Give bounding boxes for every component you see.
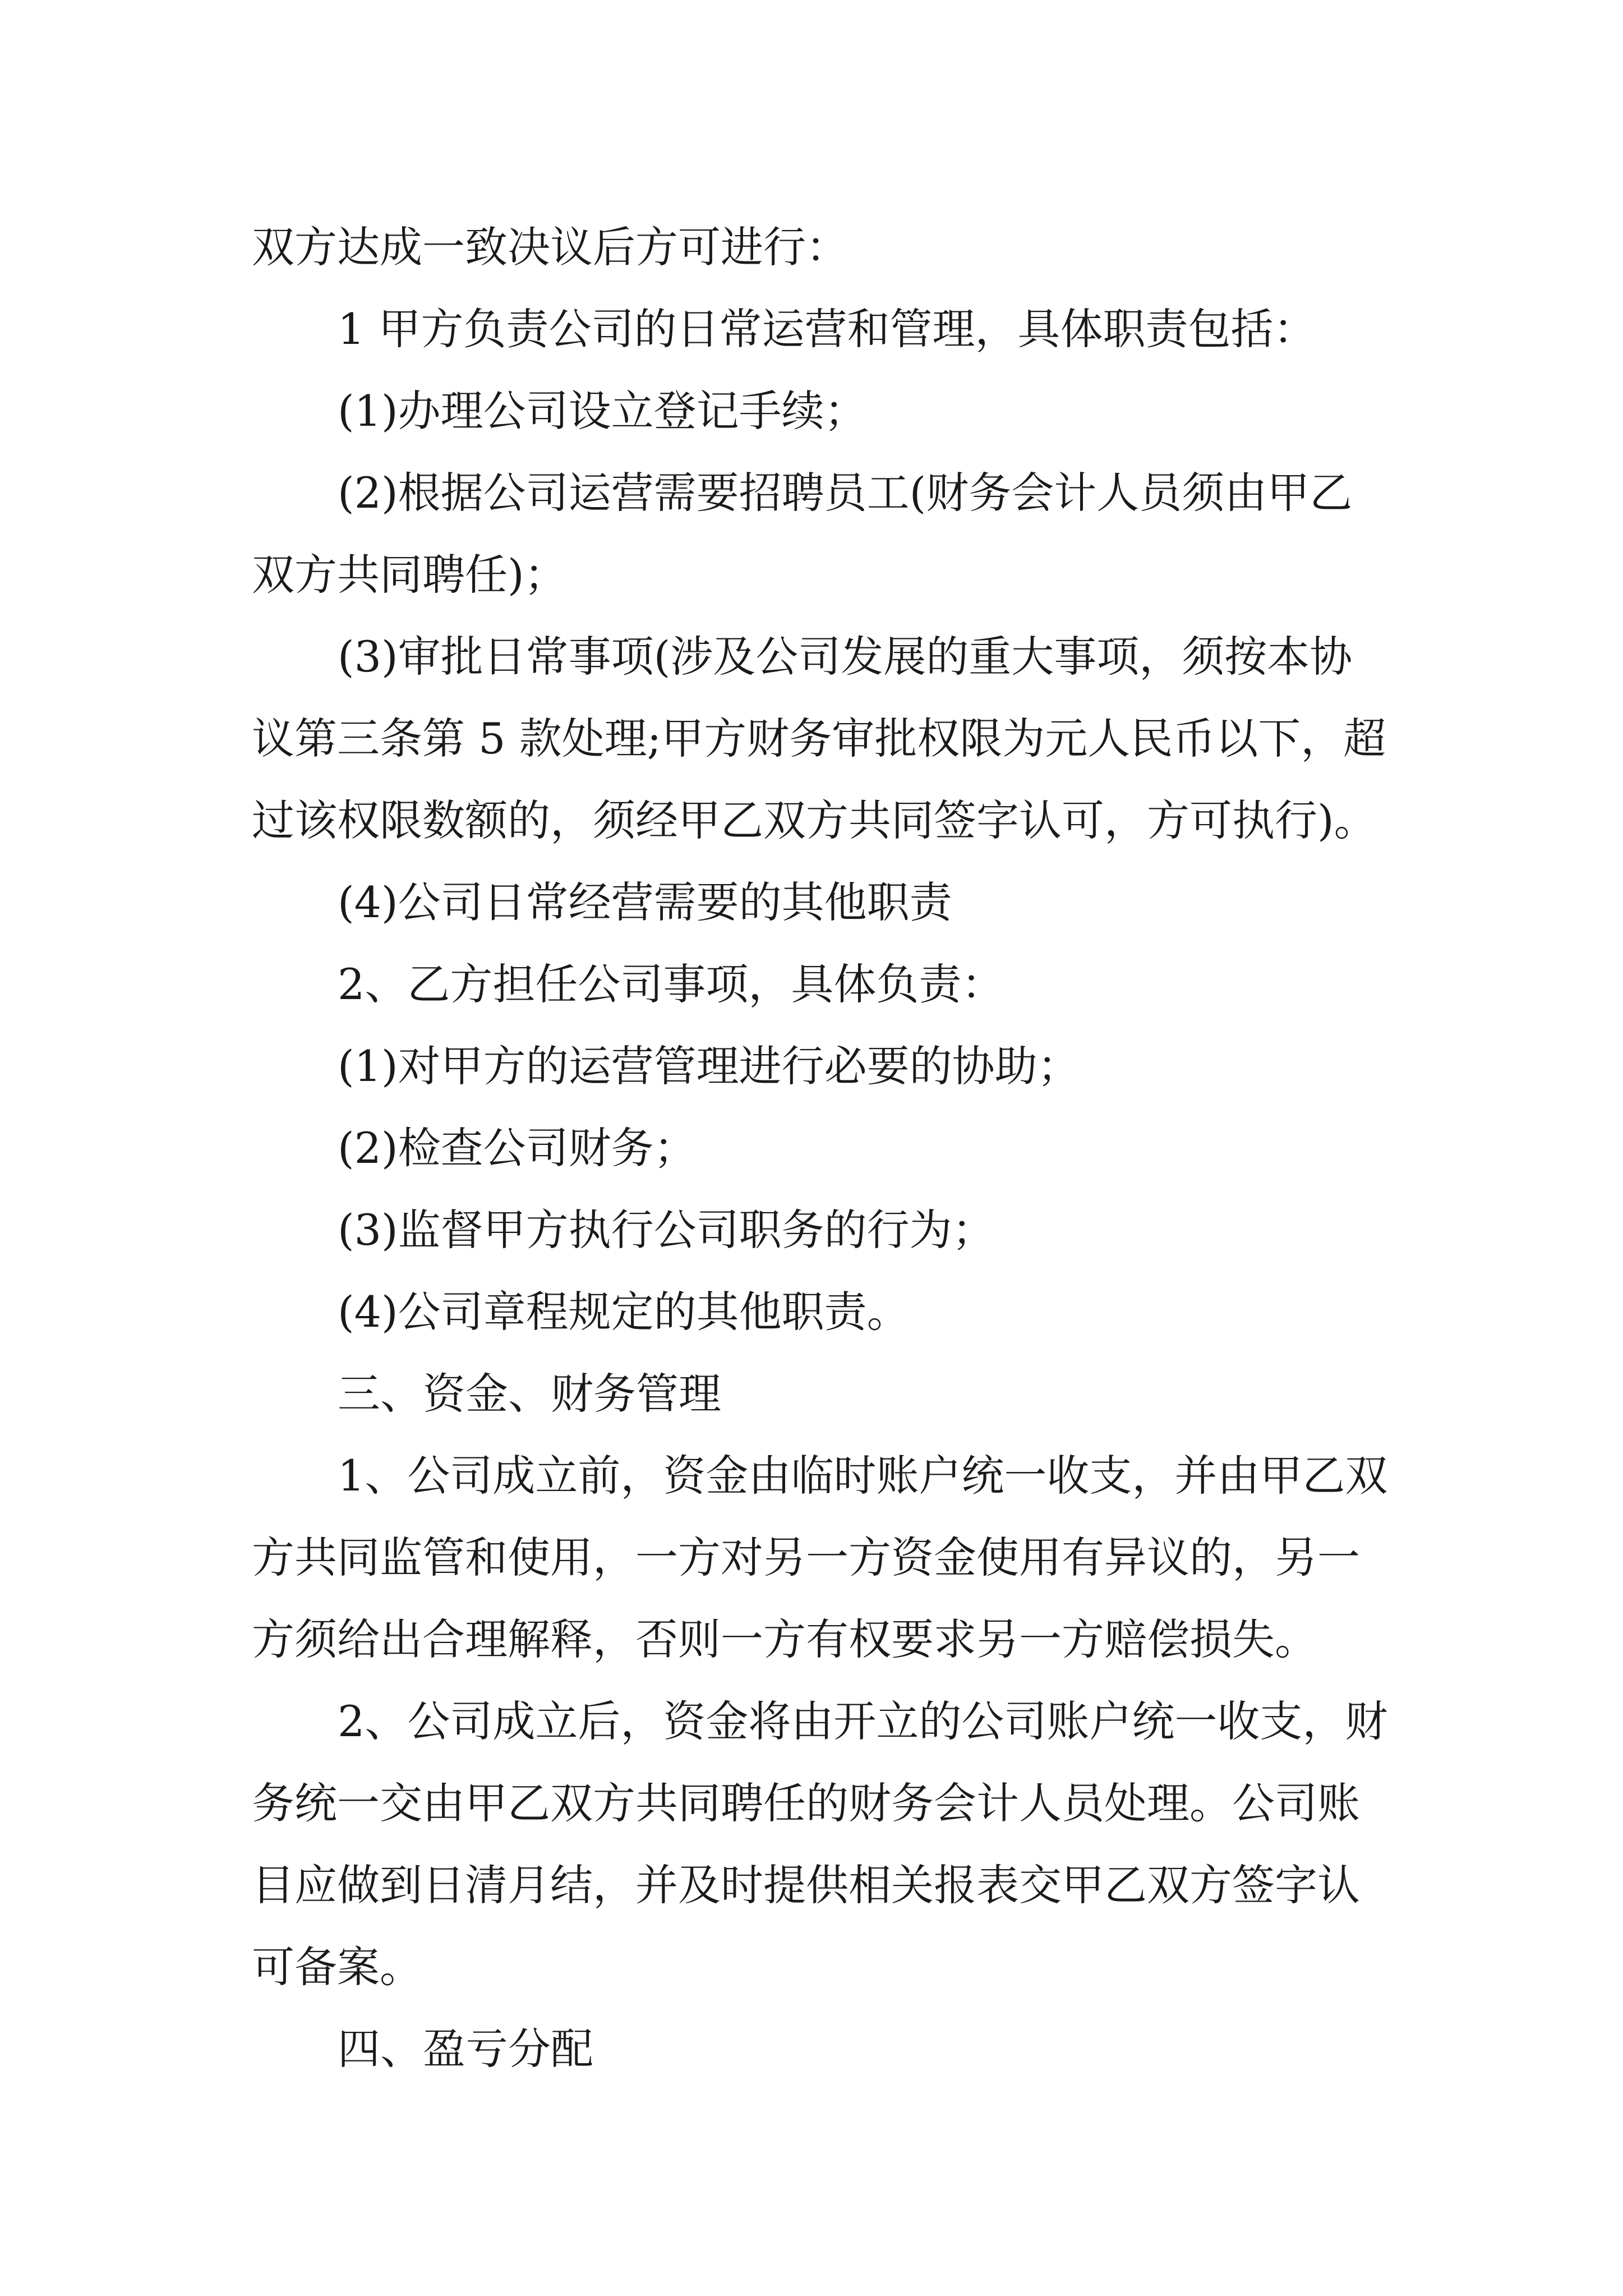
section-heading: 三、资金、财务管理 (338, 1369, 721, 1419)
paragraph: (3)审批日常事项(涉及公司发展的重大事项，须按本协议第三条第 5 款处理;甲方财务审批权限为元人民币以下，超过该权限数额的，须经甲乙双方共同签字认可，方可执行)。 (252, 632, 1386, 845)
paragraph: (4)公司章程规定的其他职责。 (338, 1287, 910, 1337)
paragraph: (1)对甲方的运营管理进行必要的协助； (338, 1041, 1080, 1091)
paragraph: 双方达成一致决议后方可进行： (252, 222, 849, 272)
document-body (252, 206, 1390, 2090)
paragraph: (3)监督甲方执行公司职务的行为； (338, 1205, 995, 1255)
paragraph: (2)根据公司运营需要招聘员工(财务会计人员须由甲乙双方共同聘任)； (252, 468, 1353, 600)
paragraph: 1、公司成立前，资金由临时账户统一收支，并由甲乙双方共同监管和使用，一方对另一方资金使用有异议的，另一方须给出合理解释，否则一方有权要求另一方赔偿损失。 (252, 1451, 1388, 1664)
paragraph: 2、公司成立后，资金将由开立的公司账户统一收支，财务统一交由甲乙双方共同聘任的财务会计人员处理。公司账目应做到日清月结，并及时提供相关报表交甲乙双方签字认可备案。 (252, 1696, 1388, 1992)
paragraph: (2)检查公司财务； (338, 1123, 697, 1173)
paragraph: 2、乙方担任公司事项，具体负责： (338, 959, 1004, 1009)
paragraph: 1 甲方负责公司的日常运营和管理，具体职责包括： (338, 304, 1316, 354)
section-heading: 四、盈亏分配 (338, 2024, 593, 2074)
paragraph: (1)办理公司设立登记手续； (338, 386, 867, 436)
paragraph: (4)公司日常经营需要的其他职责 (338, 877, 952, 927)
